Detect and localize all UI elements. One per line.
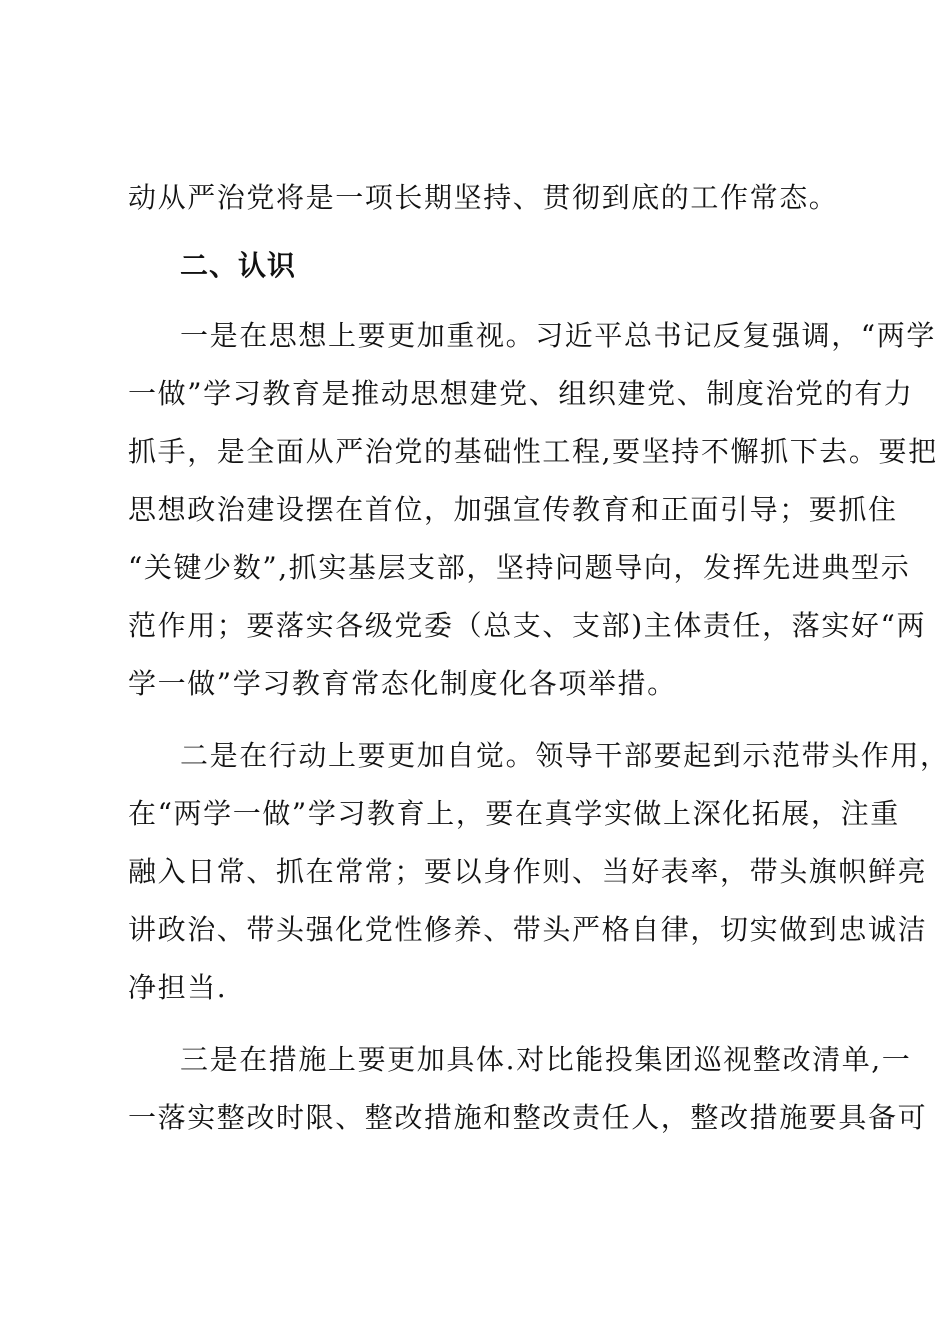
text-line: 抓手，是全面从严治党的基础性工程,要坚持不懈抓下去。要把 (128, 435, 938, 468)
text-line: 三是在措施上要更加具体.对比能投集团巡视整改清单,一 (180, 1043, 912, 1076)
text-line: 一是在思想上要更加重视。习近平总书记反复强调，“两学 (180, 319, 936, 352)
text-line: 讲政治、带头强化党性修养、带头严格自律，切实做到忠诚洁 (128, 913, 928, 946)
text-line: 范作用；要落实各级党委（总支、支部)主体责任，落实好“两 (128, 609, 927, 642)
text-line: 一落实整改时限、整改措施和整改责任人，整改措施要具备可 (128, 1101, 928, 1134)
text-line: 在“两学一做”学习教育上，要在真学实做上深化拓展，注重 (128, 797, 900, 830)
text-line: 融入日常、抓在常常；要以身作则、当好表率，带头旗帜鲜亮 (128, 855, 928, 888)
text-line: 二是在行动上要更加自觉。领导干部要起到示范带头作用， (180, 739, 950, 772)
text-line: 净担当. (128, 971, 228, 1004)
text-line: 思想政治建设摆在首位，加强宣传教育和正面引导；要抓住 (128, 493, 898, 526)
section-heading: 二、认识 (180, 249, 297, 282)
text-line: 学一做”学习教育常态化制度化各项举措。 (128, 667, 677, 700)
text-line: 动从严治党将是一项长期坚持、贯彻到底的工作常态。 (128, 181, 839, 214)
text-line: “关键少数”,抓实基层支部，坚持问题导向，发挥先进典型示 (128, 551, 911, 584)
text-line: 一做”学习教育是推动思想建党、组织建党、制度治党的有力 (128, 377, 914, 410)
